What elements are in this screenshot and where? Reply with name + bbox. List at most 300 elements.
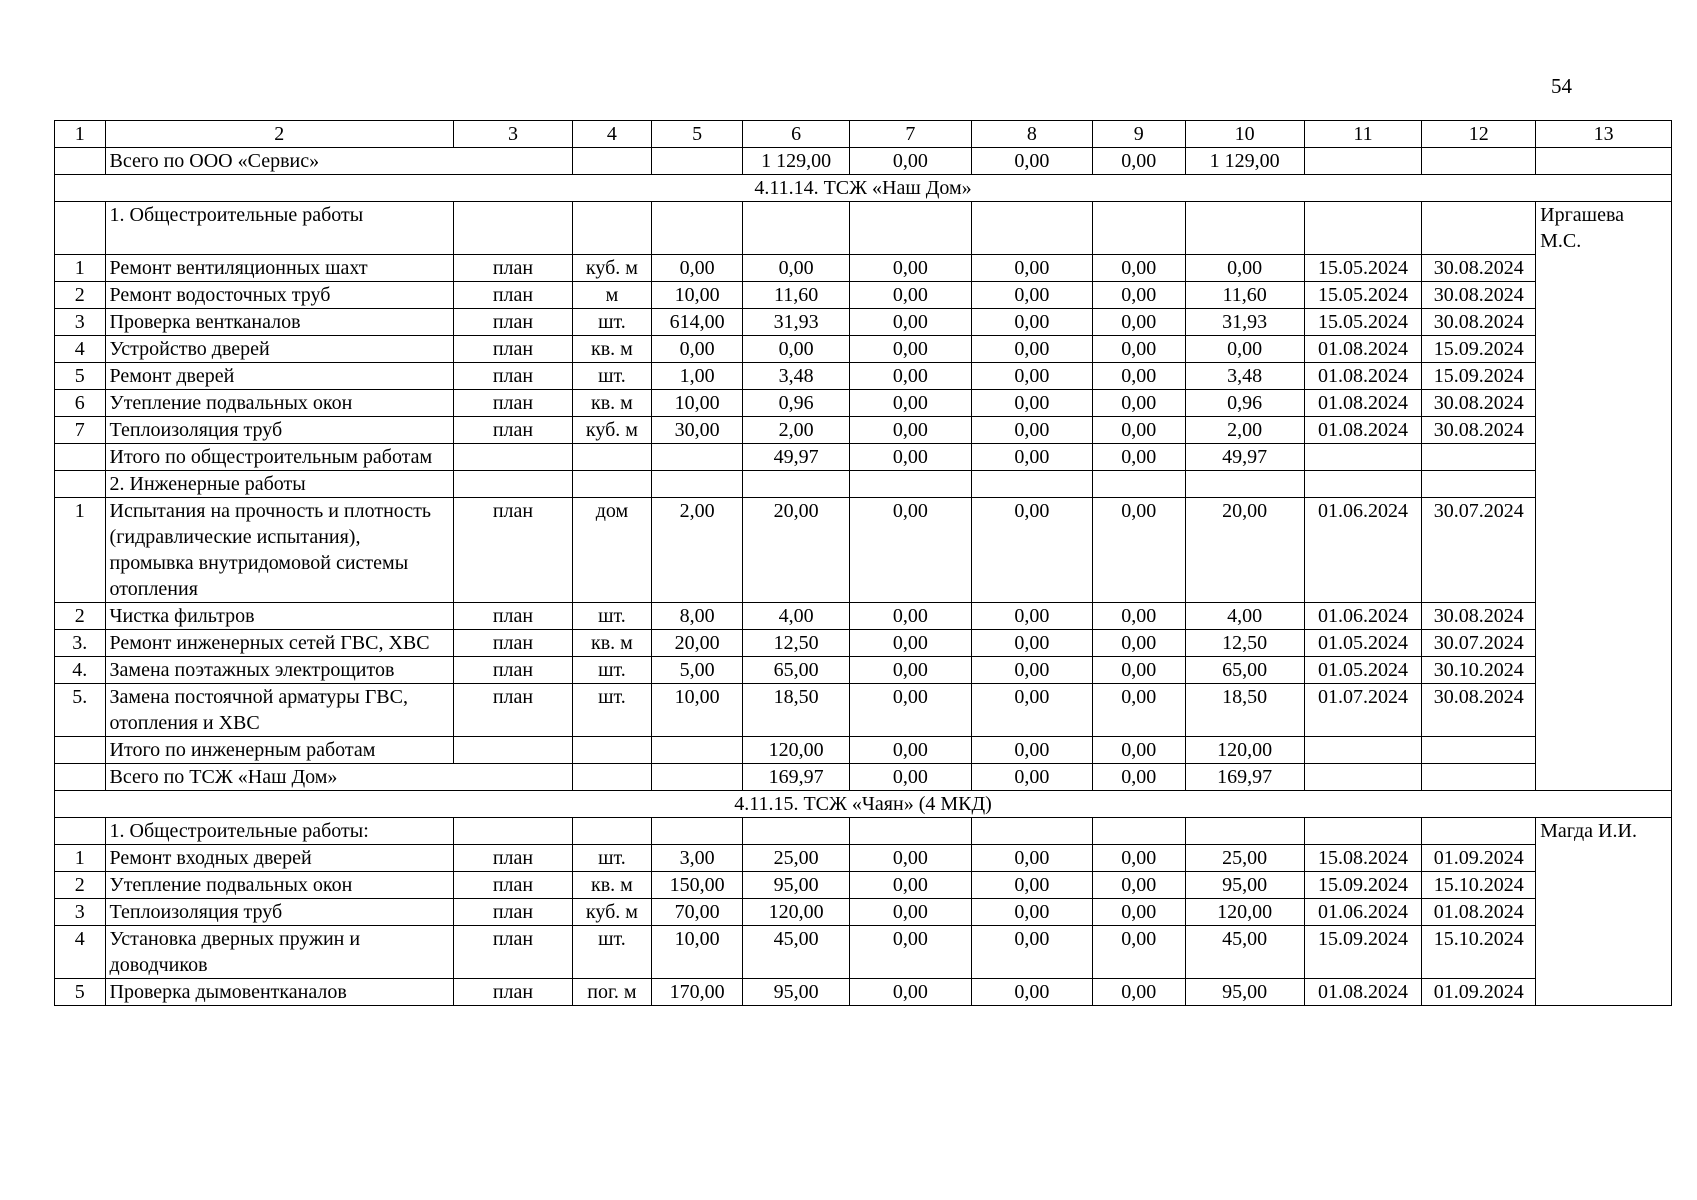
table-cell (1092, 817, 1185, 844)
table-cell: 30,00 (651, 416, 743, 443)
table-cell: 01.06.2024 (1304, 898, 1422, 925)
table-cell: 5,00 (651, 656, 743, 683)
table-cell: 1 129,00 (1185, 148, 1304, 175)
table-cell: 169,97 (1185, 763, 1304, 790)
table-cell (453, 470, 572, 497)
table-cell: 0,00 (849, 683, 971, 736)
table-cell (55, 736, 106, 763)
table-cell (971, 817, 1092, 844)
table-cell: 0,00 (1092, 362, 1185, 389)
table-cell (55, 817, 106, 844)
table-cell (453, 443, 572, 470)
section-title-row (55, 175, 1672, 202)
table-row (55, 602, 1672, 629)
table-cell: 15.10.2024 (1422, 871, 1536, 898)
table-cell: 2 (105, 121, 453, 148)
table-cell: план (453, 656, 572, 683)
table-cell (55, 763, 106, 790)
table-cell: 65,00 (743, 656, 849, 683)
table-cell: 01.09.2024 (1422, 844, 1536, 871)
table-cell: 11,60 (743, 281, 849, 308)
table-cell: 15.05.2024 (1304, 281, 1422, 308)
table-cell: 3 (55, 898, 106, 925)
table-cell (1185, 817, 1304, 844)
table-cell: план (453, 281, 572, 308)
table-cell: 4 (55, 335, 106, 362)
table-cell: 0,00 (1092, 844, 1185, 871)
table-cell: 0,00 (1092, 148, 1185, 175)
table-cell: 10,00 (651, 683, 743, 736)
table-cell (1536, 898, 1672, 925)
table-cell: 0,00 (651, 335, 743, 362)
table-cell: кв. м (572, 629, 651, 656)
table-cell (849, 470, 971, 497)
table-cell (1304, 202, 1422, 255)
table-cell: 13 (1536, 121, 1672, 148)
table-cell: 5 (55, 362, 106, 389)
table-cell: план (453, 925, 572, 978)
table-cell (1304, 763, 1422, 790)
table-cell: 8 (971, 121, 1092, 148)
table-cell: 1,00 (651, 362, 743, 389)
table-cell: 25,00 (1185, 844, 1304, 871)
table-cell: 95,00 (1185, 978, 1304, 1005)
table-cell: 120,00 (1185, 736, 1304, 763)
table-cell: план (453, 978, 572, 1005)
table-cell (1304, 817, 1422, 844)
total-row (55, 148, 1672, 175)
table-cell: 0,00 (1092, 497, 1185, 602)
table-cell: 95,00 (743, 978, 849, 1005)
table-cell: кв. м (572, 389, 651, 416)
table-cell: 01.08.2024 (1304, 335, 1422, 362)
table-cell: Утепление подвальных окон (105, 871, 453, 898)
table-cell: Утепление подвальных окон (105, 389, 453, 416)
table-cell (1536, 978, 1672, 1005)
table-cell: 170,00 (651, 978, 743, 1005)
table-row (55, 871, 1672, 898)
table-cell: шт. (572, 656, 651, 683)
table-cell: 65,00 (1185, 656, 1304, 683)
table-cell: 0,00 (971, 389, 1092, 416)
table-cell: 25,00 (743, 844, 849, 871)
table-cell: 15.05.2024 (1304, 254, 1422, 281)
table-cell: 2,00 (1185, 416, 1304, 443)
table-cell: 12,50 (1185, 629, 1304, 656)
table-cell: 0,00 (849, 629, 971, 656)
table-cell (572, 202, 651, 255)
table-cell: куб. м (572, 898, 651, 925)
table-cell: 31,93 (743, 308, 849, 335)
table-cell: 0,00 (743, 254, 849, 281)
table-cell: Итого по общестроительным работам (105, 443, 453, 470)
table-cell: 0,00 (849, 898, 971, 925)
table-cell: 4 (572, 121, 651, 148)
table-cell: Установка дверных пружин и доводчиков (105, 925, 453, 978)
group-title-row (55, 202, 1672, 255)
table-cell: 0,00 (849, 335, 971, 362)
table-cell: 31,93 (1185, 308, 1304, 335)
table-cell: план (453, 629, 572, 656)
table-cell: 150,00 (651, 871, 743, 898)
table-cell: 18,50 (743, 683, 849, 736)
table-cell: 01.08.2024 (1304, 389, 1422, 416)
table-row (55, 898, 1672, 925)
table-cell: 2,00 (743, 416, 849, 443)
table-cell: 0,00 (651, 254, 743, 281)
table-cell (1422, 443, 1536, 470)
table-cell: 20,00 (651, 629, 743, 656)
table-cell: 49,97 (1185, 443, 1304, 470)
table-cell: 2. Инженерные работы (105, 470, 453, 497)
table-cell (743, 470, 849, 497)
table-cell: 15.09.2024 (1304, 925, 1422, 978)
table-cell: 45,00 (1185, 925, 1304, 978)
table-cell (743, 202, 849, 255)
table-cell: Устройство дверей (105, 335, 453, 362)
table-cell: Теплоизоляция труб (105, 898, 453, 925)
table-cell (572, 817, 651, 844)
table-cell: 0,00 (743, 335, 849, 362)
table-cell: Магда И.И. (1536, 817, 1672, 844)
table-cell (1422, 148, 1536, 175)
table-cell: 4. (55, 656, 106, 683)
table-cell: 0,00 (971, 602, 1092, 629)
table-cell: план (453, 362, 572, 389)
table-cell: Ремонт вентиляционных шахт (105, 254, 453, 281)
table-cell: Теплоизоляция труб (105, 416, 453, 443)
table-cell: 01.08.2024 (1304, 416, 1422, 443)
table-cell: 0,00 (849, 362, 971, 389)
table-cell: Замена постоячной арматуры ГВС, отопления и ХВС (105, 683, 453, 736)
table-cell: 8,00 (651, 602, 743, 629)
table-cell: 120,00 (743, 736, 849, 763)
table-cell (55, 470, 106, 497)
table-cell: Ремонт водосточных труб (105, 281, 453, 308)
table-cell: 0,00 (1092, 254, 1185, 281)
table-row (55, 925, 1672, 978)
table-cell: 7 (849, 121, 971, 148)
table-cell (1185, 202, 1304, 255)
table-cell: 0,00 (1092, 763, 1185, 790)
table-cell: 0,00 (849, 443, 971, 470)
table-cell: 0,00 (1092, 898, 1185, 925)
table-cell: 614,00 (651, 308, 743, 335)
table-cell: 120,00 (1185, 898, 1304, 925)
table-cell (453, 817, 572, 844)
table-cell: 30.08.2024 (1422, 281, 1536, 308)
table-cell: 1 (55, 254, 106, 281)
table-cell: 0,00 (971, 443, 1092, 470)
table-cell: 0,00 (849, 602, 971, 629)
table-cell: 01.07.2024 (1304, 683, 1422, 736)
table-cell: 5 (651, 121, 743, 148)
table-cell: шт. (572, 362, 651, 389)
table-cell (1536, 281, 1672, 308)
table-cell (1422, 470, 1536, 497)
table-cell: куб. м (572, 254, 651, 281)
table-cell: 1 (55, 497, 106, 602)
table-row (55, 389, 1672, 416)
table-cell (1536, 656, 1672, 683)
table-cell (572, 470, 651, 497)
table-row (55, 308, 1672, 335)
table-cell: 30.08.2024 (1422, 308, 1536, 335)
table-cell (55, 443, 106, 470)
table-cell: Проверка дымовентканалов (105, 978, 453, 1005)
table-cell: 0,00 (1092, 656, 1185, 683)
table-cell: план (453, 898, 572, 925)
table-cell (1422, 763, 1536, 790)
table-row (55, 254, 1672, 281)
table-cell (651, 148, 743, 175)
table-cell: 11 (1304, 121, 1422, 148)
table-cell: 3,00 (651, 844, 743, 871)
table-cell: Ремонт дверей (105, 362, 453, 389)
table-cell: Итого по инженерным работам (105, 736, 453, 763)
table-cell: 01.05.2024 (1304, 629, 1422, 656)
table-cell: 0,00 (1092, 308, 1185, 335)
table-cell (1536, 308, 1672, 335)
table-cell: 10,00 (651, 925, 743, 978)
table-cell: 30.08.2024 (1422, 416, 1536, 443)
table-cell (1304, 443, 1422, 470)
table-cell: 0,00 (971, 683, 1092, 736)
table-cell: 0,00 (849, 497, 971, 602)
table-cell: 0,00 (971, 148, 1092, 175)
table-cell: 0,00 (849, 254, 971, 281)
table-cell: 4.11.15. ТСЖ «Чаян» (4 МКД) (55, 790, 1672, 817)
table-cell: 3 (453, 121, 572, 148)
table-cell: 0,00 (849, 925, 971, 978)
table-cell: 3. (55, 629, 106, 656)
table-cell: 30.10.2024 (1422, 656, 1536, 683)
table-cell: 9 (1092, 121, 1185, 148)
table-cell: 01.06.2024 (1304, 497, 1422, 602)
table-cell (1536, 335, 1672, 362)
table-cell: 15.09.2024 (1422, 362, 1536, 389)
table-cell: 0,00 (971, 871, 1092, 898)
table-cell: 120,00 (743, 898, 849, 925)
table-cell: 0,00 (849, 389, 971, 416)
table-cell: 0,00 (1185, 335, 1304, 362)
table-cell (572, 736, 651, 763)
table-cell: 3,48 (743, 362, 849, 389)
table-cell: 0,00 (849, 978, 971, 1005)
table-cell: 12 (1422, 121, 1536, 148)
table-cell: план (453, 844, 572, 871)
table-cell: Чистка фильтров (105, 602, 453, 629)
table-cell: Всего по ООО «Сервис» (105, 148, 572, 175)
table-cell: план (453, 497, 572, 602)
table-cell: 6 (55, 389, 106, 416)
table-cell (1536, 389, 1672, 416)
table-cell (1536, 736, 1672, 763)
table-cell: 2 (55, 602, 106, 629)
table-cell: 0,00 (971, 925, 1092, 978)
table-cell (453, 736, 572, 763)
table-cell: 4 (55, 925, 106, 978)
table-cell: дом (572, 497, 651, 602)
table-cell (1536, 362, 1672, 389)
table-cell: 2 (55, 281, 106, 308)
table-cell: 30.08.2024 (1422, 254, 1536, 281)
table-cell: 0,00 (971, 898, 1092, 925)
table-cell (971, 470, 1092, 497)
table-cell: 4,00 (1185, 602, 1304, 629)
table-cell (1304, 470, 1422, 497)
table-cell: 0,00 (971, 656, 1092, 683)
table-cell: 01.05.2024 (1304, 656, 1422, 683)
table-cell (1422, 817, 1536, 844)
table-cell: 20,00 (743, 497, 849, 602)
table-cell: 0,00 (971, 497, 1092, 602)
table-cell (743, 817, 849, 844)
table-cell: 0,00 (1092, 602, 1185, 629)
table-cell: кв. м (572, 335, 651, 362)
table-cell: план (453, 871, 572, 898)
table-cell: шт. (572, 683, 651, 736)
table-cell: Ремонт инженерных сетей ГВС, ХВС (105, 629, 453, 656)
table-row (55, 978, 1672, 1005)
table-cell: 0,00 (849, 148, 971, 175)
table-body (55, 121, 1672, 1006)
table-cell: Проверка вентканалов (105, 308, 453, 335)
table-cell (1536, 470, 1672, 497)
section-title-row (55, 790, 1672, 817)
table-row (55, 497, 1672, 602)
table-cell: 0,00 (1092, 629, 1185, 656)
table-cell: 0,00 (849, 763, 971, 790)
subtotal-row (55, 736, 1672, 763)
table-cell: 0,00 (849, 844, 971, 871)
table-cell: 30.07.2024 (1422, 629, 1536, 656)
table-cell: 70,00 (651, 898, 743, 925)
table-cell: 15.09.2024 (1422, 335, 1536, 362)
page-number: 54 (1551, 74, 1572, 98)
table-cell: 0,00 (1092, 389, 1185, 416)
table-cell (1185, 470, 1304, 497)
table-cell (572, 148, 651, 175)
table-cell: план (453, 416, 572, 443)
table-cell: 01.08.2024 (1304, 978, 1422, 1005)
table-cell: 1. Общестроительные работы (105, 202, 453, 255)
table-cell: 4.11.14. ТСЖ «Наш Дом» (55, 175, 1672, 202)
table-cell: 0,00 (1185, 254, 1304, 281)
table-cell (55, 148, 106, 175)
table-cell: 18,50 (1185, 683, 1304, 736)
table-cell (651, 817, 743, 844)
table-cell: 30.08.2024 (1422, 389, 1536, 416)
table-cell (651, 736, 743, 763)
table-cell: 0,00 (1092, 736, 1185, 763)
table-cell: 0,00 (1092, 443, 1185, 470)
table-cell: 10,00 (651, 281, 743, 308)
table-row (55, 281, 1672, 308)
table-cell (55, 202, 106, 255)
table-cell (1536, 416, 1672, 443)
table-cell: 01.06.2024 (1304, 602, 1422, 629)
table-cell: 30.08.2024 (1422, 683, 1536, 736)
table-cell: 0,00 (971, 254, 1092, 281)
table-cell: 20,00 (1185, 497, 1304, 602)
table-cell: 0,00 (1092, 683, 1185, 736)
table-cell: 0,00 (849, 871, 971, 898)
table-cell (1536, 629, 1672, 656)
table-cell (1536, 602, 1672, 629)
table-cell: 0,00 (971, 416, 1092, 443)
table-cell (1536, 844, 1672, 871)
table-cell (651, 763, 743, 790)
table-cell: 0,00 (1092, 978, 1185, 1005)
table-cell: 0,00 (971, 844, 1092, 871)
table-cell: 3,48 (1185, 362, 1304, 389)
table-cell (1422, 202, 1536, 255)
table-row (55, 416, 1672, 443)
table-cell: шт. (572, 602, 651, 629)
table-cell: 30.07.2024 (1422, 497, 1536, 602)
table-cell: 01.08.2024 (1304, 362, 1422, 389)
table-cell: 0,00 (971, 736, 1092, 763)
table-cell: 0,00 (849, 656, 971, 683)
table-cell (1304, 736, 1422, 763)
table-cell: 0,96 (743, 389, 849, 416)
table-cell (1092, 470, 1185, 497)
table-cell: 0,00 (849, 281, 971, 308)
table-cell: шт. (572, 925, 651, 978)
table-cell: куб. м (572, 416, 651, 443)
table-cell: 0,96 (1185, 389, 1304, 416)
table-cell: пог. м (572, 978, 651, 1005)
table-cell: 1 (55, 121, 106, 148)
table-cell (453, 202, 572, 255)
table-cell: 2 (55, 871, 106, 898)
table-cell: 0,00 (971, 763, 1092, 790)
table-cell: 0,00 (1092, 416, 1185, 443)
table-cell: 01.08.2024 (1422, 898, 1536, 925)
table-cell (1092, 202, 1185, 255)
table-cell: 49,97 (743, 443, 849, 470)
table-cell: 2,00 (651, 497, 743, 602)
table-row (55, 335, 1672, 362)
table-cell: 0,00 (971, 308, 1092, 335)
table-cell: 11,60 (1185, 281, 1304, 308)
table-cell: 15.09.2024 (1304, 871, 1422, 898)
table-cell: 4,00 (743, 602, 849, 629)
table-row (55, 844, 1672, 871)
table-cell: 01.09.2024 (1422, 978, 1536, 1005)
work-plan-table (54, 120, 1672, 1006)
table-cell: 10 (1185, 121, 1304, 148)
group-title-row (55, 817, 1672, 844)
table-cell: 0,00 (971, 629, 1092, 656)
table-cell: 0,00 (849, 308, 971, 335)
table-cell (971, 202, 1092, 255)
table-cell: м (572, 281, 651, 308)
table-cell: 45,00 (743, 925, 849, 978)
table-cell: 5. (55, 683, 106, 736)
table-cell (1304, 148, 1422, 175)
table-cell (849, 202, 971, 255)
table-cell: 1. Общестроительные работы: (105, 817, 453, 844)
table-cell: 15.05.2024 (1304, 308, 1422, 335)
table-cell: план (453, 335, 572, 362)
table-cell (572, 443, 651, 470)
table-cell: шт. (572, 308, 651, 335)
table-cell: Замена поэтажных электрощитов (105, 656, 453, 683)
table-cell: 169,97 (743, 763, 849, 790)
table-cell: 0,00 (971, 978, 1092, 1005)
